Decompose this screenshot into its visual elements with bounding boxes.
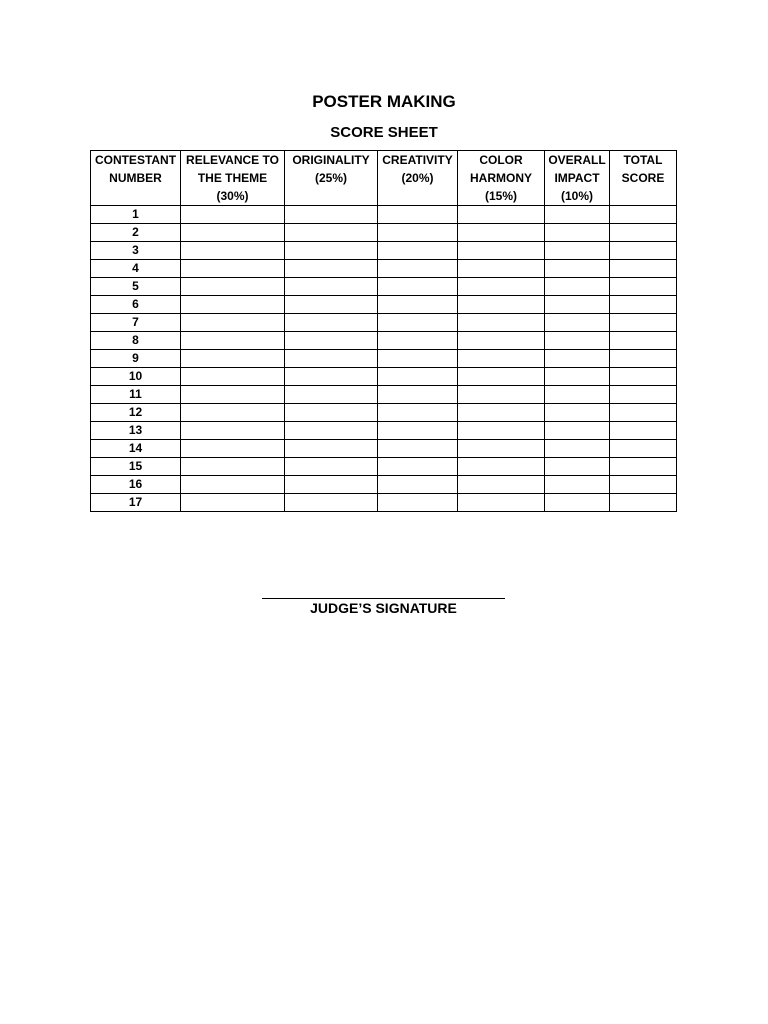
score-cell[interactable] [181, 278, 285, 296]
document-title: POSTER MAKING [312, 92, 456, 111]
score-cell[interactable] [285, 260, 378, 278]
table-row [91, 440, 677, 458]
score-cell[interactable] [545, 242, 610, 260]
score-cell[interactable] [285, 476, 378, 494]
table-row [91, 332, 677, 350]
contestant-number-cell: 6 [91, 296, 181, 314]
score-cell[interactable] [285, 332, 378, 350]
table-row [91, 278, 677, 296]
score-cell[interactable] [378, 296, 458, 314]
score-cell[interactable] [378, 458, 458, 476]
table-row [91, 404, 677, 422]
score-cell[interactable] [285, 494, 378, 512]
score-cell[interactable] [378, 494, 458, 512]
score-cell[interactable] [610, 368, 677, 386]
score-cell[interactable] [181, 494, 285, 512]
score-cell[interactable] [545, 422, 610, 440]
document-subtitle: SCORE SHEET [330, 124, 438, 141]
score-cell[interactable] [545, 350, 610, 368]
score-cell[interactable] [458, 242, 545, 260]
score-cell[interactable] [610, 206, 677, 224]
score-cell[interactable] [545, 224, 610, 242]
table-row [91, 386, 677, 404]
score-cell[interactable] [378, 314, 458, 332]
score-cell[interactable] [285, 206, 378, 224]
score-cell[interactable] [285, 422, 378, 440]
header-label: TOTAL SCORE [621, 153, 665, 185]
score-cell[interactable] [378, 206, 458, 224]
score-cell[interactable] [181, 404, 285, 422]
header-relevance-to-theme [181, 151, 285, 206]
score-cell[interactable] [545, 476, 610, 494]
score-cell[interactable] [545, 314, 610, 332]
score-cell[interactable] [545, 278, 610, 296]
score-cell[interactable] [378, 368, 458, 386]
contestant-number-cell: 17 [91, 494, 181, 512]
score-cell[interactable] [545, 440, 610, 458]
signature-label: JUDGE’S SIGNATURE [310, 600, 457, 616]
table-row [91, 458, 677, 476]
score-cell[interactable] [378, 476, 458, 494]
contestant-number-cell: 9 [91, 350, 181, 368]
table-row [91, 368, 677, 386]
header-creativity [378, 151, 458, 206]
score-cell[interactable] [181, 440, 285, 458]
score-cell[interactable] [458, 224, 545, 242]
table-row [91, 260, 677, 278]
score-cell[interactable] [378, 332, 458, 350]
contestant-number-cell: 13 [91, 422, 181, 440]
score-cell[interactable] [181, 332, 285, 350]
score-cell[interactable] [378, 440, 458, 458]
score-cell[interactable] [378, 404, 458, 422]
score-cell[interactable] [181, 476, 285, 494]
score-cell[interactable] [458, 476, 545, 494]
contestant-number-cell: 1 [91, 206, 181, 224]
score-cell[interactable] [285, 440, 378, 458]
score-cell[interactable] [181, 224, 285, 242]
score-cell[interactable] [181, 260, 285, 278]
score-cell[interactable] [610, 458, 677, 476]
contestant-number-cell: 14 [91, 440, 181, 458]
score-cell[interactable] [610, 278, 677, 296]
score-cell[interactable] [545, 404, 610, 422]
score-cell[interactable] [378, 350, 458, 368]
score-cell[interactable] [458, 368, 545, 386]
header-label: CONTESTANT NUMBER [94, 153, 177, 185]
score-table-body [91, 206, 677, 512]
score-cell[interactable] [285, 458, 378, 476]
table-row [91, 476, 677, 494]
score-cell[interactable] [378, 422, 458, 440]
score-table [90, 150, 677, 512]
score-cell[interactable] [378, 386, 458, 404]
score-cell[interactable] [545, 386, 610, 404]
table-row [91, 206, 677, 224]
score-cell[interactable] [458, 494, 545, 512]
score-cell[interactable] [610, 350, 677, 368]
score-cell[interactable] [285, 350, 378, 368]
score-cell[interactable] [181, 386, 285, 404]
score-cell[interactable] [378, 242, 458, 260]
header-total-score [610, 151, 677, 206]
score-cell[interactable] [610, 224, 677, 242]
score-cell[interactable] [458, 458, 545, 476]
score-cell[interactable] [458, 422, 545, 440]
score-cell[interactable] [458, 278, 545, 296]
score-cell[interactable] [610, 440, 677, 458]
score-cell[interactable] [458, 386, 545, 404]
score-cell[interactable] [545, 296, 610, 314]
score-cell[interactable] [458, 440, 545, 458]
contestant-number-cell: 7 [91, 314, 181, 332]
score-cell[interactable] [610, 296, 677, 314]
header-row [91, 151, 677, 206]
header-color-harmony [458, 151, 545, 206]
score-cell[interactable] [285, 386, 378, 404]
score-cell[interactable] [181, 242, 285, 260]
score-cell[interactable] [378, 260, 458, 278]
score-cell[interactable] [285, 368, 378, 386]
score-cell[interactable] [610, 386, 677, 404]
contestant-number-cell: 10 [91, 368, 181, 386]
header-label: CREATIVITY (20%) [382, 153, 453, 185]
table-row [91, 422, 677, 440]
contestant-number-cell: 5 [91, 278, 181, 296]
table-row [91, 350, 677, 368]
contestant-number-cell: 11 [91, 386, 181, 404]
header-originality [285, 151, 378, 206]
header-overall-impact [545, 151, 610, 206]
score-cell[interactable] [545, 494, 610, 512]
table-row [91, 242, 677, 260]
contestant-number-cell: 15 [91, 458, 181, 476]
score-cell[interactable] [285, 242, 378, 260]
score-cell[interactable] [545, 368, 610, 386]
score-cell[interactable] [378, 278, 458, 296]
score-cell[interactable] [610, 422, 677, 440]
table-row [91, 314, 677, 332]
score-cell[interactable] [610, 314, 677, 332]
score-cell[interactable] [181, 314, 285, 332]
score-cell[interactable] [610, 494, 677, 512]
score-cell[interactable] [458, 206, 545, 224]
header-label: RELEVANCE TO THE THEME (30%) [186, 153, 279, 203]
contestant-number-cell: 4 [91, 260, 181, 278]
header-label: ORIGINALITY (25%) [292, 153, 370, 185]
score-cell[interactable] [285, 314, 378, 332]
score-cell[interactable] [458, 350, 545, 368]
contestant-number-cell: 8 [91, 332, 181, 350]
score-cell[interactable] [285, 224, 378, 242]
score-cell[interactable] [458, 332, 545, 350]
score-cell[interactable] [610, 242, 677, 260]
score-cell[interactable] [545, 260, 610, 278]
header-contestant-number [91, 151, 181, 206]
header-label: COLOR HARMONY (15%) [470, 153, 532, 203]
score-cell[interactable] [610, 404, 677, 422]
table-row [91, 494, 677, 512]
score-cell[interactable] [378, 224, 458, 242]
score-cell[interactable] [458, 296, 545, 314]
score-cell[interactable] [181, 368, 285, 386]
score-cell[interactable] [458, 314, 545, 332]
score-cell[interactable] [545, 458, 610, 476]
score-cell[interactable] [545, 206, 610, 224]
score-cell[interactable] [545, 332, 610, 350]
contestant-number-cell: 3 [91, 242, 181, 260]
contestant-number-cell: 12 [91, 404, 181, 422]
table-row [91, 224, 677, 242]
score-cell[interactable] [285, 278, 378, 296]
score-cell[interactable] [285, 404, 378, 422]
score-cell[interactable] [181, 422, 285, 440]
score-cell[interactable] [285, 296, 378, 314]
score-cell[interactable] [610, 332, 677, 350]
contestant-number-cell: 2 [91, 224, 181, 242]
score-cell[interactable] [181, 458, 285, 476]
contestant-number-cell: 16 [91, 476, 181, 494]
score-cell[interactable] [610, 260, 677, 278]
header-label: OVERALL IMPACT (10%) [548, 153, 606, 203]
score-cell[interactable] [610, 476, 677, 494]
score-cell[interactable] [458, 404, 545, 422]
score-cell[interactable] [181, 206, 285, 224]
signature-line [262, 598, 505, 599]
table-row [91, 296, 677, 314]
score-cell[interactable] [458, 260, 545, 278]
score-cell[interactable] [181, 296, 285, 314]
score-cell[interactable] [181, 350, 285, 368]
